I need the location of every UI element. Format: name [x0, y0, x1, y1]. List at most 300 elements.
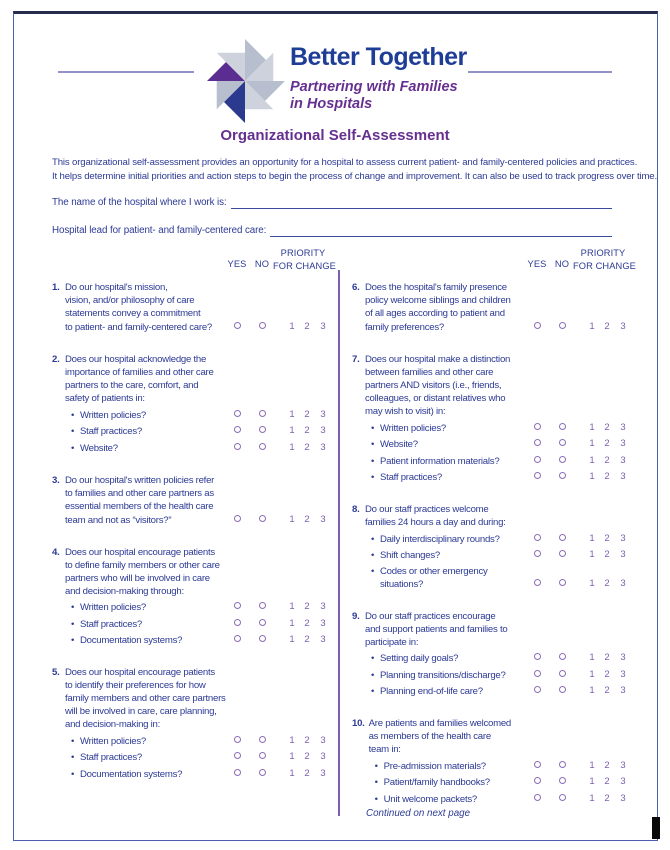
question-line-with-rating	[365, 320, 630, 334]
question-item	[365, 684, 630, 698]
question-line: Do our staff practices encourage	[365, 610, 496, 622]
item-label: Setting daily goals?	[380, 653, 459, 664]
priority-3-option[interactable]: 3	[320, 321, 326, 332]
priority-1-option[interactable]: 1	[589, 759, 595, 771]
question-item	[369, 775, 630, 789]
bullet-icon: •	[371, 565, 375, 577]
question-line: safety of patients in:	[65, 393, 145, 404]
item-label: Written policies?	[80, 409, 146, 421]
question-body	[65, 353, 330, 455]
item-label: situations?	[380, 578, 424, 590]
yes-circle-icon	[234, 426, 241, 433]
priority-3-option[interactable]: 3	[620, 577, 626, 589]
bullet-icon: •	[71, 768, 75, 780]
item-line	[71, 634, 227, 647]
bullet-icon: •	[71, 409, 75, 421]
yes-option[interactable]	[527, 455, 547, 465]
priority-1-option[interactable]: 1	[289, 751, 295, 762]
yes-option[interactable]	[227, 322, 247, 332]
item-label: Written policies?	[80, 735, 146, 747]
priority-3-option[interactable]: 3	[320, 734, 326, 746]
yes-option[interactable]	[527, 322, 547, 332]
yes-option[interactable]	[227, 618, 247, 628]
priority-3-option[interactable]: 3	[320, 617, 326, 629]
priority-1-option[interactable]: 1	[589, 321, 595, 332]
priority-3-option[interactable]: 3	[320, 751, 326, 762]
item-label: Written policies?	[380, 422, 446, 434]
yes-circle-icon	[534, 794, 541, 801]
priority-1-option[interactable]: 1	[289, 617, 295, 629]
question-line: importance of families and other care	[65, 367, 214, 378]
no-header: NO	[254, 259, 270, 269]
no-circle-icon	[559, 456, 566, 463]
question-line: essential members of the health care	[65, 500, 214, 512]
no-circle-icon	[259, 752, 266, 759]
priority-3-option[interactable]: 3	[320, 425, 326, 436]
item-text	[369, 793, 527, 806]
yes-circle-icon	[534, 423, 541, 430]
yes-circle-icon	[234, 515, 241, 522]
yes-option[interactable]	[227, 635, 247, 645]
item-line	[371, 422, 527, 435]
hospital-name-field	[52, 197, 612, 211]
priority-3-option[interactable]: 3	[620, 652, 626, 663]
no-circle-icon	[259, 410, 266, 417]
item-label: Staff practices?	[80, 752, 142, 763]
priority-3-option[interactable]: 3	[620, 421, 626, 433]
question-head	[52, 546, 330, 648]
priority-3-option[interactable]: 3	[620, 668, 626, 680]
priority-2-option[interactable]: 2	[604, 421, 610, 433]
priority-1-option[interactable]: 1	[589, 685, 595, 696]
question-line: Do our hospital's written policies refer	[65, 474, 215, 486]
priority-3-option[interactable]: 3	[620, 776, 626, 787]
question-line: and support patients and families to	[365, 623, 508, 635]
yes-option[interactable]	[527, 422, 547, 432]
no-circle-icon	[559, 550, 566, 557]
priority-2-option[interactable]: 2	[604, 454, 610, 466]
priority-3-option[interactable]: 3	[620, 438, 626, 449]
priority-2-option[interactable]: 2	[604, 438, 610, 449]
item-line	[71, 425, 227, 438]
yes-option[interactable]	[227, 426, 247, 436]
question-body	[365, 610, 630, 699]
priority-1-option[interactable]: 1	[589, 532, 595, 544]
bullet-icon: •	[371, 686, 375, 697]
yes-option[interactable]	[527, 760, 547, 770]
bullet-icon: •	[371, 669, 375, 681]
no-option[interactable]	[252, 322, 272, 332]
item-label: Unit welcome packets?	[383, 793, 477, 805]
priority-2-option[interactable]: 2	[304, 408, 310, 420]
no-option[interactable]	[552, 322, 572, 332]
no-option[interactable]	[552, 686, 572, 696]
no-option[interactable]	[252, 618, 272, 628]
rating-options	[227, 734, 330, 748]
item-line	[71, 442, 227, 455]
priority-2-option[interactable]: 2	[604, 668, 610, 680]
no-circle-icon	[259, 322, 266, 329]
item-line	[375, 776, 527, 789]
yes-circle-icon	[234, 619, 241, 626]
hospital-lead-field	[52, 225, 612, 239]
priority-1-option[interactable]: 1	[289, 767, 295, 779]
priority-3-option[interactable]: 3	[620, 759, 626, 771]
no-option[interactable]	[252, 514, 272, 524]
hospital-lead-input-line[interactable]	[270, 225, 612, 237]
no-circle-icon	[259, 426, 266, 433]
item-line	[371, 565, 527, 578]
priority-3-option[interactable]: 3	[320, 513, 326, 525]
yes-circle-icon	[234, 752, 241, 759]
priority-1-option[interactable]: 1	[289, 601, 295, 612]
rating-options	[227, 441, 330, 455]
yes-option[interactable]	[227, 602, 247, 612]
priority-3-option[interactable]: 3	[620, 471, 626, 482]
priority-1-option[interactable]: 1	[289, 634, 295, 645]
item-text	[65, 601, 227, 614]
item-label: Codes or other emergency	[380, 565, 488, 577]
no-circle-icon	[559, 761, 566, 768]
priority-3-option[interactable]: 3	[620, 532, 626, 544]
bullet-icon: •	[71, 442, 75, 454]
no-option[interactable]	[252, 602, 272, 612]
priority-2-option[interactable]: 2	[304, 513, 310, 525]
bullet-icon: •	[374, 793, 378, 805]
no-option[interactable]	[552, 439, 572, 449]
question-number: 7.	[352, 354, 360, 365]
no-circle-icon	[559, 472, 566, 479]
item-line	[71, 751, 227, 764]
priority-1-option[interactable]: 1	[289, 408, 295, 420]
priority-2-option[interactable]: 2	[604, 685, 610, 696]
yes-option[interactable]	[527, 550, 547, 560]
question-head	[352, 717, 630, 806]
no-option[interactable]	[252, 635, 272, 645]
questions-column-right	[352, 246, 636, 825]
priority-2-option[interactable]: 2	[304, 734, 310, 746]
yes-option[interactable]	[527, 533, 547, 543]
priority-2-option[interactable]: 2	[604, 471, 610, 482]
rating-options	[227, 424, 330, 438]
priority-2-option[interactable]: 2	[304, 321, 310, 332]
item-label: Patient information materials?	[380, 455, 500, 467]
item-line	[71, 735, 227, 748]
question-line: policy welcome siblings and children	[365, 295, 511, 306]
question-item	[365, 565, 630, 591]
priority-2-option[interactable]: 2	[604, 532, 610, 544]
yes-option[interactable]	[227, 409, 247, 419]
question-line: Do our staff practices welcome	[365, 504, 489, 515]
item-text	[65, 751, 227, 764]
priority-1-option[interactable]: 1	[589, 421, 595, 433]
question-item	[65, 600, 330, 614]
priority-1-option[interactable]: 1	[289, 321, 295, 332]
priority-2-option[interactable]: 2	[604, 792, 610, 804]
rating-options	[527, 684, 630, 698]
yes-circle-icon	[534, 550, 541, 557]
question-number: 2.	[52, 354, 60, 365]
question-number: 5.	[52, 667, 60, 678]
yes-option[interactable]	[227, 442, 247, 452]
priority-1-option[interactable]: 1	[589, 471, 595, 482]
yes-option[interactable]	[227, 752, 247, 762]
bullet-icon: •	[371, 455, 375, 467]
priority-2-option[interactable]: 2	[304, 767, 310, 779]
item-text	[365, 438, 527, 451]
priority-1-option[interactable]: 1	[589, 652, 595, 663]
bullet-icon: •	[71, 618, 75, 630]
yes-circle-icon	[234, 736, 241, 743]
yes-circle-icon	[534, 534, 541, 541]
item-text	[65, 768, 227, 781]
priority-1-option[interactable]: 1	[289, 513, 295, 525]
question-head	[352, 353, 630, 484]
priority-3-option[interactable]: 3	[620, 321, 626, 332]
item-text	[65, 442, 227, 455]
priority-3-option[interactable]: 3	[620, 454, 626, 466]
question-number: 1.	[52, 282, 60, 293]
priority-2-option[interactable]: 2	[304, 617, 310, 629]
priority-2-option[interactable]: 2	[604, 577, 610, 589]
no-option[interactable]	[552, 793, 572, 803]
question-item	[365, 421, 630, 435]
priority-3-option[interactable]: 3	[620, 685, 626, 696]
priority-3-option[interactable]: 3	[620, 549, 626, 560]
item-label: Written policies?	[80, 602, 146, 613]
question-line: to families and other care partners as	[65, 487, 214, 499]
no-option[interactable]	[552, 472, 572, 482]
priority-2-option[interactable]: 2	[604, 652, 610, 663]
priority-2-option[interactable]: 2	[604, 549, 610, 560]
hospital-name-input-line[interactable]	[231, 197, 612, 209]
question-line: will be involved in care, care planning,	[65, 706, 217, 717]
question-line: as members of the health care	[368, 731, 491, 742]
question-number: 9.	[352, 610, 360, 622]
question-line: of all ages according to patient and	[365, 308, 505, 319]
no-option[interactable]	[252, 426, 272, 436]
brand-tagline	[290, 79, 458, 112]
no-circle-icon	[559, 686, 566, 693]
yes-option[interactable]	[527, 439, 547, 449]
no-option[interactable]	[552, 669, 572, 679]
item-line	[71, 768, 227, 781]
question-item	[365, 454, 630, 468]
rating-options	[227, 600, 330, 614]
priority-1-option[interactable]: 1	[589, 776, 595, 787]
brand-tagline-line2: in Hospitals	[290, 95, 373, 112]
item-label: Planning transitions/discharge?	[380, 669, 506, 681]
yes-option[interactable]	[527, 472, 547, 482]
no-circle-icon	[259, 635, 266, 642]
continued-note: Continued on next page	[366, 808, 471, 819]
question-line: to patient- and family-centered care?	[65, 322, 212, 333]
rating-options	[227, 633, 330, 647]
priority-2-option[interactable]: 2	[604, 759, 610, 771]
item-label: Patient/family handbooks?	[383, 777, 490, 788]
yes-option[interactable]	[527, 686, 547, 696]
priority-3-option[interactable]: 3	[320, 601, 326, 612]
no-option[interactable]	[552, 550, 572, 560]
intro-line1: This organizational self-assessment provides an opportunity for a hospital to assess current patient- and family-centered policies and practices.	[52, 157, 638, 168]
question-line: partners AND visitors (i.e., friends,	[365, 380, 502, 391]
priority-1-option[interactable]: 1	[289, 425, 295, 436]
no-option[interactable]	[552, 455, 572, 465]
priority-2-option[interactable]: 2	[304, 751, 310, 762]
item-text	[65, 634, 227, 647]
yes-circle-icon	[534, 439, 541, 446]
priority-3-option[interactable]: 3	[320, 408, 326, 420]
scan-artifact-mark	[652, 817, 660, 839]
question-line: team and not as “visitors?”	[65, 514, 172, 526]
no-circle-icon	[259, 769, 266, 776]
item-label: Planning end-of-life care?	[380, 686, 483, 697]
rating-options	[527, 421, 630, 435]
no-option[interactable]	[252, 752, 272, 762]
item-text	[365, 533, 527, 546]
item-line	[71, 618, 227, 631]
priority-3-option[interactable]: 3	[320, 767, 326, 779]
priority-3-option[interactable]: 3	[620, 792, 626, 804]
item-line	[371, 578, 527, 591]
priority-1-option[interactable]: 1	[289, 734, 295, 746]
priority-2-option[interactable]: 2	[304, 425, 310, 436]
yes-option[interactable]	[527, 578, 547, 588]
yes-option[interactable]	[227, 735, 247, 745]
item-line	[371, 455, 527, 468]
priority-2-option[interactable]: 2	[304, 601, 310, 612]
priority-1-option[interactable]: 1	[589, 577, 595, 589]
no-circle-icon	[559, 534, 566, 541]
no-circle-icon	[559, 423, 566, 430]
priority-2-option[interactable]: 2	[604, 776, 610, 787]
yes-option[interactable]	[527, 669, 547, 679]
bullet-icon: •	[374, 777, 378, 788]
no-option[interactable]	[252, 409, 272, 419]
question-line: Does our hospital encourage patients	[65, 546, 215, 558]
yes-circle-icon	[234, 635, 241, 642]
question	[352, 717, 630, 806]
question-line: may wish to visit) in:	[365, 406, 446, 417]
question-body	[65, 281, 330, 334]
question-line: team in:	[368, 744, 401, 755]
item-label: Staff practices?	[80, 426, 142, 437]
rating-options	[527, 668, 630, 682]
rating-options	[227, 767, 330, 781]
question-item	[365, 548, 630, 562]
priority-2-option[interactable]: 2	[304, 634, 310, 645]
question-number: 6.	[352, 282, 360, 293]
rating-options	[527, 775, 630, 789]
question	[352, 610, 630, 699]
yes-circle-icon	[534, 670, 541, 677]
question-line: partners to the care, comfort, and	[65, 380, 199, 391]
no-option[interactable]	[552, 533, 572, 543]
no-circle-icon	[259, 602, 266, 609]
priority-2-option[interactable]: 2	[304, 441, 310, 453]
yes-option[interactable]	[527, 793, 547, 803]
no-option[interactable]	[552, 760, 572, 770]
question-number: 3.	[52, 474, 60, 486]
yes-option[interactable]	[527, 777, 547, 787]
no-option[interactable]	[552, 777, 572, 787]
question-number: 4.	[52, 546, 60, 558]
question	[52, 281, 330, 334]
no-circle-icon	[259, 443, 266, 450]
no-option[interactable]	[252, 442, 272, 452]
no-option[interactable]	[552, 578, 572, 588]
question-line: families 24 hours a day and during:	[365, 517, 506, 528]
question-body	[65, 546, 330, 648]
no-option[interactable]	[552, 653, 572, 663]
question	[52, 666, 330, 781]
item-line	[371, 438, 527, 451]
question-body	[365, 353, 630, 484]
question-line: Does our hospital acknowledge the	[65, 354, 207, 365]
question-item	[369, 759, 630, 773]
no-option[interactable]	[252, 768, 272, 778]
question-line-with-rating	[65, 320, 330, 334]
priority-3-option[interactable]: 3	[320, 634, 326, 645]
bullet-icon: •	[71, 602, 75, 613]
yes-option[interactable]	[227, 514, 247, 524]
priority-2-option[interactable]: 2	[604, 321, 610, 332]
question-line: family members and other care partners	[65, 693, 226, 704]
question-line: Does our hospital make a distinction	[365, 354, 511, 365]
priority-1-option[interactable]: 1	[589, 438, 595, 449]
priority-header	[573, 247, 636, 272]
rating-header-labels	[227, 246, 336, 272]
question-head	[352, 281, 630, 334]
rating-options	[227, 320, 330, 334]
question-head	[352, 610, 630, 699]
header-rule-right	[468, 71, 612, 73]
rating-options	[527, 792, 630, 806]
priority-1-option[interactable]: 1	[589, 454, 595, 466]
item-text	[365, 652, 527, 665]
yes-option[interactable]	[227, 768, 247, 778]
yes-circle-icon	[534, 472, 541, 479]
question-item	[365, 437, 630, 451]
priority-3-option[interactable]: 3	[320, 441, 326, 453]
question-line: colleagues, or distant relatives who	[365, 393, 506, 404]
no-option[interactable]	[552, 422, 572, 432]
yes-header: YES	[527, 259, 547, 269]
priority-1-option[interactable]: 1	[589, 668, 595, 680]
priority-1-option[interactable]: 1	[589, 549, 595, 560]
priority-1-option[interactable]: 1	[289, 441, 295, 453]
no-option[interactable]	[252, 735, 272, 745]
priority-1-option[interactable]: 1	[589, 792, 595, 804]
no-circle-icon	[559, 322, 566, 329]
item-label: Website?	[80, 442, 118, 454]
no-circle-icon	[559, 777, 566, 784]
yes-circle-icon	[234, 602, 241, 609]
rating-options	[527, 548, 630, 562]
yes-circle-icon	[534, 761, 541, 768]
question-line: between families and other care	[365, 367, 494, 378]
item-label: Daily interdisciplinary rounds?	[380, 533, 500, 545]
question-item	[65, 633, 330, 647]
yes-option[interactable]	[527, 653, 547, 663]
question-head	[352, 503, 630, 591]
priority-header	[273, 247, 336, 272]
question-line: partners who will be involved in care	[65, 572, 210, 584]
question-line: Do our hospital's mission,	[65, 282, 168, 293]
hospital-name-label: The name of the hospital where I work is:	[52, 197, 227, 208]
no-circle-icon	[259, 736, 266, 743]
yes-circle-icon	[234, 769, 241, 776]
